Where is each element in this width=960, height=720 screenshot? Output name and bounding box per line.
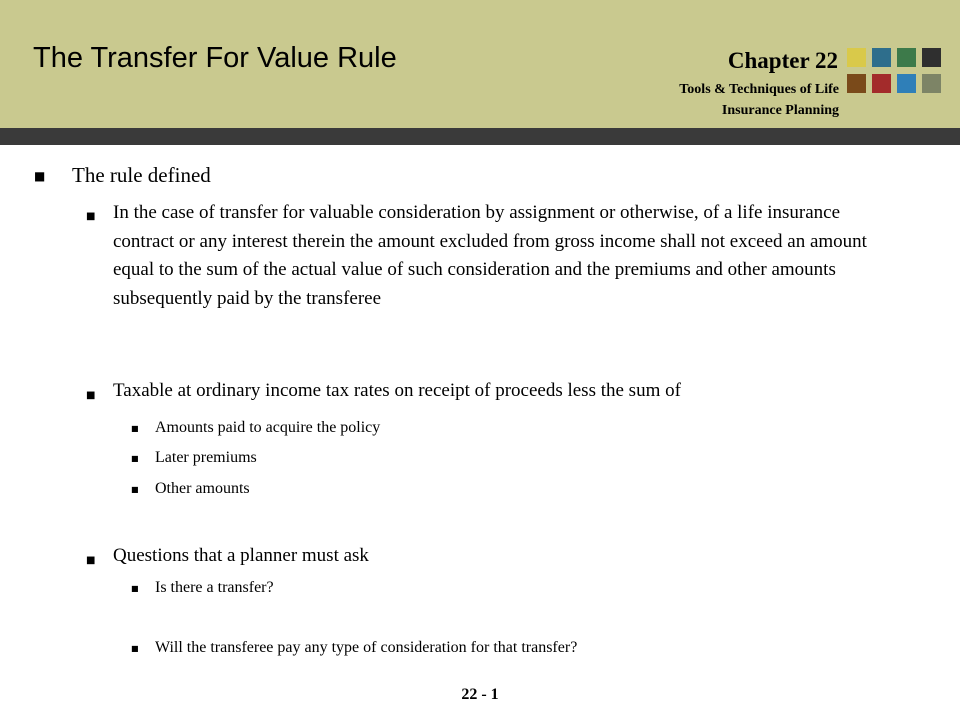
color-swatch	[872, 74, 891, 93]
bullet-later-premiums	[131, 449, 257, 467]
color-swatch	[897, 74, 916, 93]
bullet-marker: ■	[131, 584, 139, 593]
color-swatch-grid	[847, 48, 941, 93]
subtitle-line-1: Tools & Techniques of Life	[679, 82, 839, 97]
bullet-rule-defined	[34, 163, 211, 188]
bullet-questions	[86, 543, 369, 569]
color-swatch	[872, 48, 891, 67]
bullet-text: Questions that a planner must ask	[113, 545, 369, 566]
bullet-taxable	[86, 378, 681, 404]
bullet-is-transfer	[131, 579, 274, 597]
page-number: 22 - 1	[461, 686, 499, 703]
bullet-marker: ■	[131, 644, 139, 653]
subtitle-line-2: Insurance Planning	[721, 103, 839, 118]
bullet-text: Will the transferee pay any type of consideration for that transfer?	[155, 639, 578, 656]
bullet-will-pay	[131, 639, 578, 657]
bullet-rule-text: In the case of transfer for valuable consideration by assignment or otherwise, of a life insurance contract or any interest therein the amount excluded from gross income shall not exceed an amount equal to the sum of the actual value of such consideration and the premiums and other amounts subsequently paid by the transferee	[113, 202, 867, 309]
slide-title: The Transfer For Value Rule	[33, 42, 397, 74]
bullet-text: Other amounts	[155, 480, 250, 497]
chapter-subtitle	[679, 79, 839, 121]
bullet-text: Amounts paid to acquire the policy	[155, 419, 381, 436]
bullet-text: Is there a transfer?	[155, 579, 274, 596]
bullet-marker: ■	[86, 211, 96, 222]
bullet-marker: ■	[131, 454, 139, 463]
bullet-other-amounts	[131, 480, 250, 498]
bullet-marker: ■	[34, 169, 46, 183]
bullet-marker: ■	[131, 424, 139, 433]
chapter-label: Chapter 22	[727, 48, 838, 73]
bullet-marker: ■	[86, 555, 96, 566]
color-swatch	[897, 48, 916, 67]
color-swatch	[922, 74, 941, 93]
bullet-marker: ■	[86, 390, 96, 401]
bullet-amounts-paid	[131, 419, 381, 437]
header-divider	[0, 128, 960, 145]
bullet-text: Taxable at ordinary income tax rates on receipt of proceeds less the sum of	[113, 380, 681, 401]
color-swatch	[922, 48, 941, 67]
bullet-marker: ■	[131, 485, 139, 494]
bullet-text: The rule defined	[72, 163, 211, 187]
color-swatch	[847, 74, 866, 93]
color-swatch	[847, 48, 866, 67]
bullet-text: Later premiums	[155, 449, 257, 466]
